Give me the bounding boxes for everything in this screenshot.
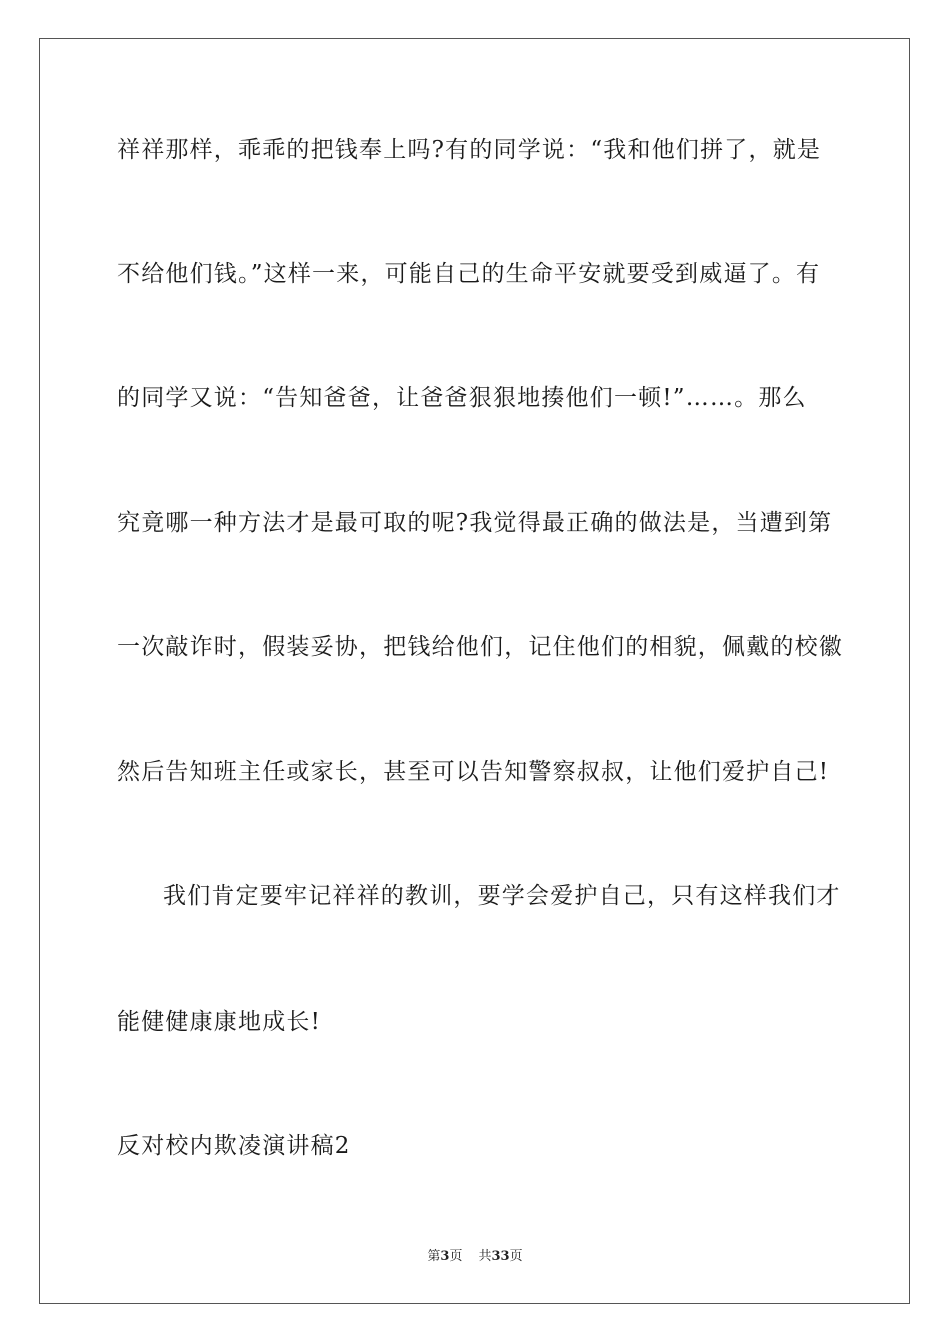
body-line-8: 能健健康康地成长!: [117, 1009, 322, 1035]
body-line-4: 究竟哪一种方法才是最可取的呢?我觉得最正确的做法是，当遭到第: [117, 510, 833, 536]
page-footer: [0, 1248, 950, 1266]
body-line-6: 然后告知班主任或家长，甚至可以告知警察叔叔，让他们爱护自己!: [117, 759, 830, 785]
footer-total-suffix: 页: [509, 1249, 523, 1264]
body-line-5: 一次敲诈时，假装妥协，把钱给他们，记住他们的相貌，佩戴的校徽: [117, 634, 843, 660]
body-line-3: 的同学又说：“告知爸爸，让爸爸狠狠地揍他们一顿!”……。那么: [117, 385, 807, 411]
footer-page-current: 3: [440, 1249, 450, 1264]
footer-page-total: 33: [491, 1249, 510, 1264]
footer-total-prefix: 共: [478, 1249, 492, 1264]
body-line-2: 不给他们钱。”这样一来，可能自己的生命平安就要受到威逼了。有: [117, 261, 821, 287]
footer-page-prefix: 第: [427, 1249, 441, 1264]
page-border: [39, 38, 910, 1304]
section-heading: 反对校内欺凌演讲稿2: [117, 1133, 351, 1159]
footer-page-suffix: 页: [449, 1249, 463, 1264]
body-line-1: 祥祥那样，乖乖的把钱奉上吗?有的同学说：“我和他们拼了，就是: [117, 137, 822, 163]
body-line-7: 我们肯定要牢记祥祥的教训，要学会爱护自己，只有这样我们才: [163, 883, 841, 909]
